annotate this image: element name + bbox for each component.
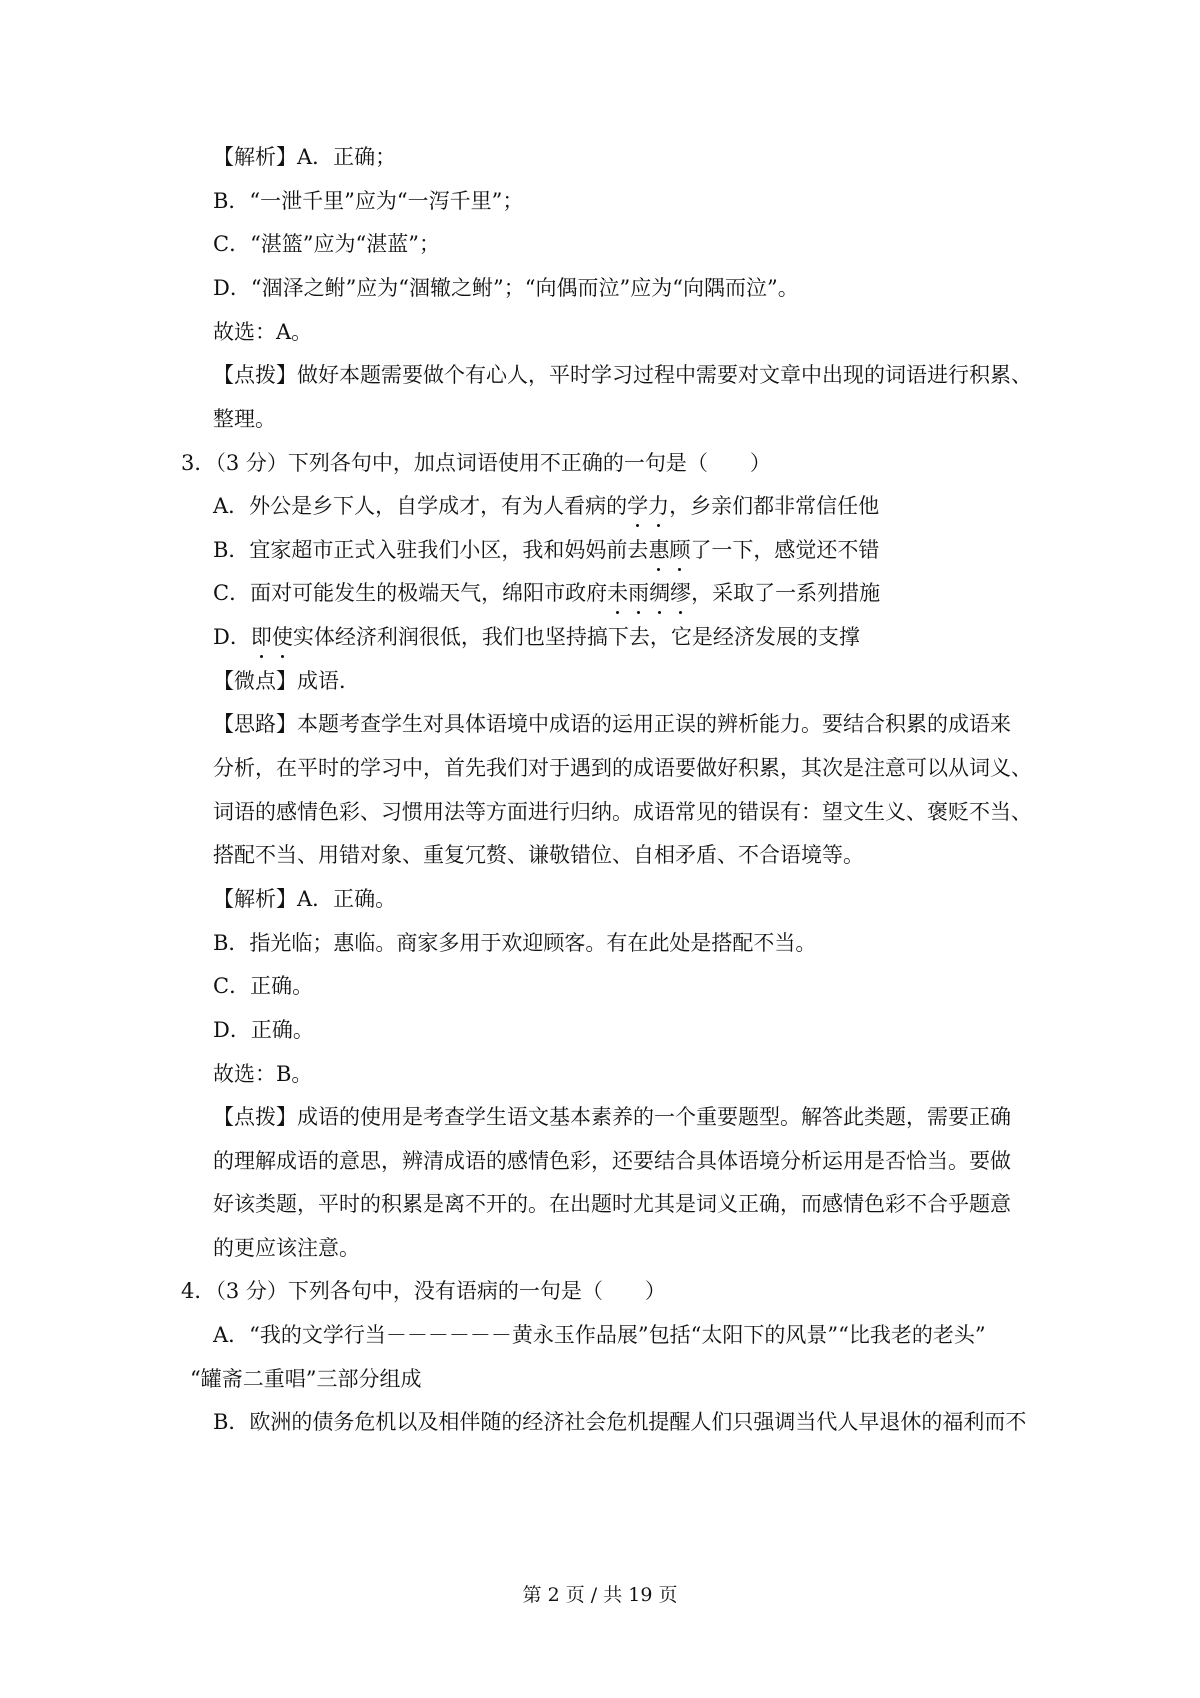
option-a-before: A．外公是乡下人，自学成才，有为人看病的 <box>213 494 628 518</box>
thinking-line: 词语的感情色彩、习惯用法等方面进行归纳。成语常见的错误有：望文生义、褒贬不当、 <box>213 800 1032 824</box>
option-a-after: ，乡亲们都非常信任他 <box>669 494 880 518</box>
option-d-before: D． <box>213 625 251 649</box>
tip-line: 【点拨】成语的使用是考查学生语文基本素养的一个重要题型。解答此类题，需要正确 <box>213 1105 1011 1129</box>
analysis-line: 【解析】A．正确。 <box>213 887 397 911</box>
option-a: A．“我的文学行当－－－－－－黄永玉作品展”包括“太阳下的风景”“比我老的老头” <box>213 1323 986 1347</box>
option-b-before: B．宜家超市正式入驻我们小区，我和妈妈前去 <box>213 538 649 562</box>
option-c-after: ，采取了一系列措施 <box>691 581 881 605</box>
option-b <box>213 536 879 564</box>
dotted-char: 绸 <box>649 581 671 605</box>
option-b: B．欧洲的债务危机以及相伴随的经济社会危机提醒人们只强调当代人早退休的福利而不 <box>213 1410 1027 1434</box>
option-a <box>213 492 879 520</box>
thinking-line: 分析，在平时的学习中，首先我们对于遇到的成语要做好积累，其次是注意可以从词义、 <box>213 756 1032 780</box>
question-3-title: 3．（3 分）下列各句中，加点词语使用不正确的一句是（ ） <box>181 451 771 475</box>
answer-line: 故选：A。 <box>213 320 313 344</box>
dotted-char: 雨 <box>628 581 650 605</box>
dotted-char: 顾 <box>669 538 691 562</box>
dotted-char: 缪 <box>670 581 692 605</box>
tip-line: 的理解成语的意思，辨清成语的感情色彩，还要结合具体语境分析运用是否恰当。要做 <box>213 1149 1011 1173</box>
analysis-line: B．指光临；惠临。商家多用于欢迎顾客。有在此处是搭配不当。 <box>213 931 817 955</box>
question-4-title: 4．（3 分）下列各句中，没有语病的一句是（ ） <box>181 1279 666 1303</box>
dotted-char: 使 <box>271 625 293 649</box>
dotted-char: 未 <box>607 581 629 605</box>
tip-line: 【点拨】做好本题需要做个有心人，平时学习过程中需要对文章中出现的词语进行积累、 <box>213 363 1032 387</box>
option-c-before: C．面对可能发生的极端天气，绵阳市政府 <box>213 581 608 605</box>
tip-line: 的更应该注意。 <box>213 1236 360 1260</box>
dotted-char: 学 <box>627 494 649 518</box>
answer-line: 故选：B。 <box>213 1062 313 1086</box>
analysis-line: C．正确。 <box>213 974 314 998</box>
option-d-after: 实体经济利润很低，我们也坚持搞下去，它是经济发展的支撑 <box>292 625 860 649</box>
thinking-line: 【思路】本题考查学生对具体语境中成语的运用正误的辨析能力。要结合积累的成语来 <box>213 712 1011 736</box>
analysis-line: B．“一泄千里”应为“一泻千里”； <box>213 189 524 213</box>
dotted-char: 惠 <box>648 538 670 562</box>
analysis-line: 【解析】A．正确； <box>213 145 397 169</box>
option-c <box>213 579 880 607</box>
tip-line: 好该类题，平时的积累是离不开的。在出题时尤其是词义正确，而感情色彩不合乎题意 <box>213 1192 1011 1216</box>
thinking-line: 搭配不当、用错对象、重复冗赘、谦敬错位、自相矛盾、不合语境等。 <box>213 843 864 867</box>
option-a-continued: “罐斋二重唱”三部分组成 <box>190 1367 422 1391</box>
option-d <box>213 623 860 651</box>
dotted-char: 力 <box>648 494 670 518</box>
analysis-line: D．“涸泽之鲋”应为“涸辙之鲋”；“向偶而泣”应为“向隅而泣”。 <box>213 276 799 300</box>
analysis-line: C．“湛篮”应为“湛蓝”； <box>213 232 441 256</box>
dotted-char: 即 <box>250 625 272 649</box>
option-b-after: 了一下，感觉还不错 <box>690 538 880 562</box>
analysis-line: D．正确。 <box>213 1018 314 1042</box>
page-footer: 第 2 页 / 共 19 页 <box>522 1584 678 1606</box>
tip-line: 整理。 <box>213 407 276 431</box>
point-line: 【微点】成语． <box>213 669 360 693</box>
